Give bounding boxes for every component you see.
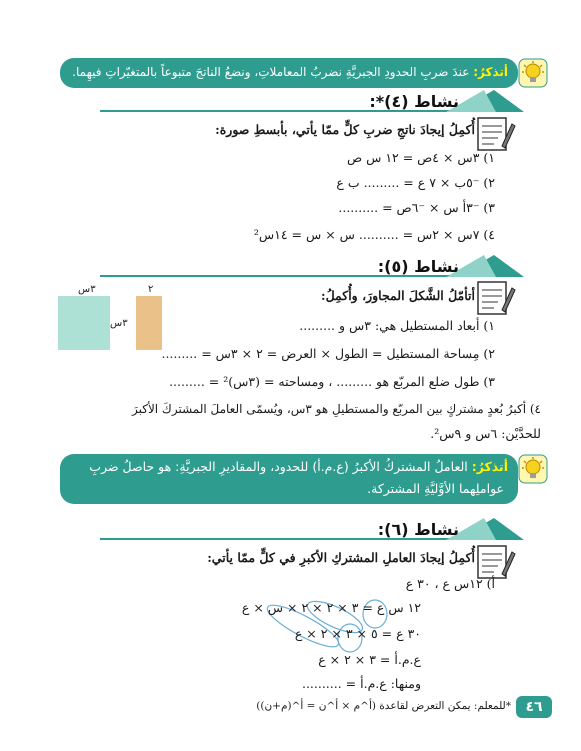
activity-5-item-1: ١) أبعاد المستطيل هي: ٣س و ......... xyxy=(299,318,495,333)
activity-4-item-2: ٢) ⁻٥ب × ٧ ع = ......... ب ع xyxy=(336,175,495,190)
notebook-pencil-icon xyxy=(472,276,516,320)
activity-6-title: نشاط (٦): xyxy=(377,520,459,539)
remember-text-line-2: عواملِهما الأوَّليَّةِ المشتركة. xyxy=(367,481,504,496)
activity-5-title: نشاط (٥): xyxy=(377,257,459,276)
page-number: ٤٦ xyxy=(516,696,552,718)
activity-4-intro: أُكمِلُ إيجادَ ناتجِ ضربِ كلٍّ ممّا يأتي، بأبسطِ صورة: xyxy=(215,122,475,137)
activity-5-item-2: ٢) مِساحة المستطيل = الطول × العرض = ٢ × ٣س = ......... xyxy=(161,346,495,361)
remember-text-line-1: العاملُ المشتركُ الأكبرُ (ع.م.أ) للحدود، والمقاديرِ الجبريَّةِ: هو حاصلُ ضربِ xyxy=(89,459,468,474)
remember-banner-1 xyxy=(60,58,518,88)
square-shape xyxy=(58,296,110,350)
rect-side-label: ٣س xyxy=(110,318,128,329)
rectangle-shape xyxy=(136,296,162,350)
activity-4-item-1: ١) ٣س × ٤ص = ١٢ س ص xyxy=(346,150,495,165)
remember-banner-2 xyxy=(60,454,518,504)
lightbulb-icon xyxy=(518,58,548,88)
activity-6-row-3: ع.م.أ = ٣ × ٢ × ع xyxy=(318,652,421,667)
activity-4-item-3: ٣) ⁻٣أ س × ⁻٦ص = .......... xyxy=(338,200,495,215)
activity-4-item-4: ٤) ٧س × ٢س = .......... س × س = ١٤س² xyxy=(253,227,495,242)
activity-5-item-3: ٣) طول ضلع المربّع هو ......... ، ومساحته = (٣س)² = ......... xyxy=(169,374,495,389)
activity-6-intro: أُكمِلُ إيجادَ العاملِ المشتركِ الأكبرِ في كلٍّ ممّا يأتي: xyxy=(207,550,475,565)
lightbulb-icon xyxy=(518,454,548,484)
remember-label: أتذكرُ: xyxy=(471,459,508,474)
remember-text: عندَ ضربِ الحدودِ الجبريَّةِ نضربُ المعاملاتِ، ونضعُ الناتجَ متبوعاً بالمتغيّراتِ فيهِما. xyxy=(72,65,470,79)
square-side-label: ٣س xyxy=(78,284,96,295)
activity-5-item-4-cont: للحدَّيْن: ٦س و ٩س². xyxy=(430,426,541,441)
activity-6-row-2: ٣٠ ع = ٥ × ٣ × ٢ × ع xyxy=(294,626,421,641)
activity-5-item-4: ٤) أكبرُ بُعدٍ مشتركٍ بين المربّع والمستطيلِ هو ٣س، ويُسمّى العاملَ المشتركَ الأكبرَ xyxy=(131,402,541,416)
rect-top-label: ٢ xyxy=(148,284,154,295)
activity-4-title: نشاط (٤)*: xyxy=(369,92,459,111)
remember-label: أتذكرُ: xyxy=(473,65,508,79)
activity-6-row-1: ١٢ س ع = ٣ × ٢ × ٢ × س × ع xyxy=(241,600,421,615)
activity-6-sub-a: أ) ١٢س ع ، ٣٠ ع xyxy=(405,576,495,591)
footer-teacher-note: *للمعلم: يمكن التعرض لقاعدة (أ^م × أ^ن = أ^(م+ن)) xyxy=(256,700,511,712)
activity-5-intro: أتأمّلُ الشَّكلَ المجاورَ، وأُكمِلُ: xyxy=(320,288,475,303)
activity-6-row-4: ومنها: ع.م.أ = .......... xyxy=(301,676,421,691)
